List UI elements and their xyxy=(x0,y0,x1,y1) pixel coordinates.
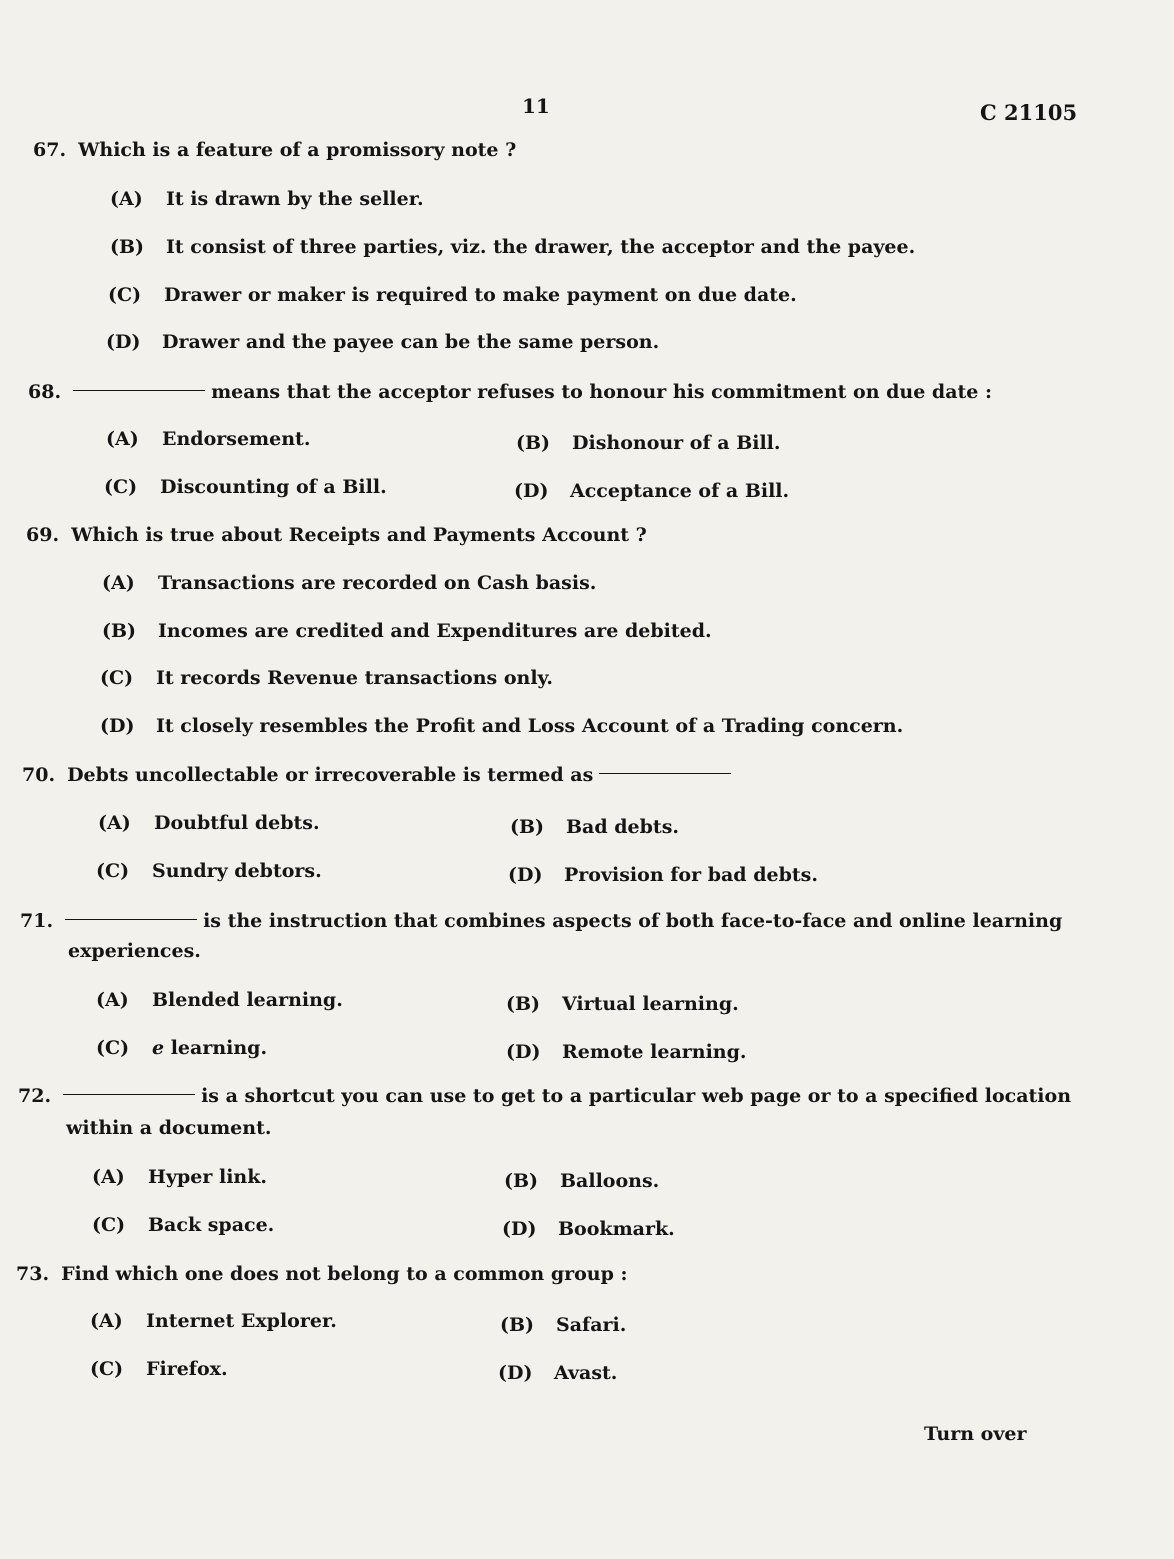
question-number: 68. xyxy=(28,381,62,403)
question-number: 70. xyxy=(22,764,56,786)
option-text: It consist of three parties, viz. the drawer, the acceptor and the payee. xyxy=(166,236,916,258)
question-stem xyxy=(26,524,647,546)
option-text: Blended learning. xyxy=(152,989,343,1011)
option-b xyxy=(510,816,679,838)
option-text: Safari. xyxy=(556,1314,627,1336)
option-letter: (C) xyxy=(100,667,134,689)
option-letter: (D) xyxy=(498,1362,533,1384)
question-stem xyxy=(20,910,1062,932)
option-letter: (B) xyxy=(510,816,545,838)
option-letter: (A) xyxy=(98,812,131,834)
option-d xyxy=(502,1218,675,1240)
option-b xyxy=(506,993,739,1015)
question-text: Debts uncollectable or irrecoverable is termed as xyxy=(67,764,594,786)
option-letter: (D) xyxy=(106,331,141,353)
question-text: is the instruction that combines aspects of both face-to-face and online learning xyxy=(203,910,1063,932)
option-d xyxy=(508,864,818,886)
option-text: Acceptance of a Bill. xyxy=(570,480,790,502)
option-letter: (D) xyxy=(508,864,543,886)
option-letter: (A) xyxy=(106,428,139,450)
option-d xyxy=(506,1041,747,1063)
question-stem xyxy=(16,1263,628,1285)
option-a xyxy=(98,812,320,834)
option-letter: (C) xyxy=(104,476,138,498)
question-number: 71. xyxy=(20,910,54,932)
question-text: means that the acceptor refuses to honour his commitment on due date : xyxy=(211,381,993,403)
option-text: Virtual learning. xyxy=(562,993,739,1015)
option-text: Firefox. xyxy=(146,1358,228,1380)
option-letter: (C) xyxy=(92,1214,126,1236)
option-b xyxy=(500,1314,626,1336)
option-letter: (A) xyxy=(110,188,143,210)
option-b xyxy=(102,620,712,642)
option-text: Incomes are credited and Expenditures are debited. xyxy=(158,620,712,642)
option-letter: (B) xyxy=(500,1314,535,1336)
question-number: 72. xyxy=(18,1085,52,1107)
question-stem xyxy=(18,1085,1071,1107)
option-text: Internet Explorer. xyxy=(146,1310,337,1332)
option-letter: (C) xyxy=(96,860,130,882)
option-c xyxy=(96,1037,267,1059)
option-letter: (D) xyxy=(502,1218,537,1240)
page-number: 11 xyxy=(522,94,550,118)
option-text: Avast. xyxy=(554,1362,618,1384)
option-d xyxy=(498,1362,617,1384)
option-text: Balloons. xyxy=(560,1170,660,1192)
answer-blank xyxy=(65,919,197,920)
question-text-continued: within a document. xyxy=(66,1117,272,1139)
option-a xyxy=(90,1310,337,1332)
question-number: 73. xyxy=(16,1263,50,1285)
option-text: learning. xyxy=(164,1037,268,1059)
option-d xyxy=(514,480,789,502)
option-text: Bad debts. xyxy=(566,816,680,838)
option-text: Drawer and the payee can be the same person. xyxy=(162,331,660,353)
question-stem xyxy=(22,764,731,786)
option-c xyxy=(96,860,322,882)
option-d xyxy=(106,331,659,353)
option-text: It closely resembles the Profit and Loss Account of a Trading concern. xyxy=(156,715,904,737)
option-text: Dishonour of a Bill. xyxy=(572,432,781,454)
option-b xyxy=(110,236,915,258)
option-letter: (B) xyxy=(516,432,551,454)
option-text: Remote learning. xyxy=(562,1041,747,1063)
option-letter: (B) xyxy=(506,993,541,1015)
option-b xyxy=(504,1170,659,1192)
option-a xyxy=(96,989,343,1011)
turn-over-label: Turn over xyxy=(924,1423,1027,1445)
option-letter: (A) xyxy=(92,1166,125,1188)
question-text-continued: experiences. xyxy=(68,940,201,962)
option-text: Doubtful debts. xyxy=(154,812,320,834)
option-a xyxy=(106,428,310,450)
option-letter: (C) xyxy=(90,1358,124,1380)
option-c xyxy=(108,284,797,306)
option-text: It is drawn by the seller. xyxy=(166,188,424,210)
question-text: is a shortcut you can use to get to a particular web page or to a specified location xyxy=(201,1085,1072,1107)
option-text: It records Revenue transactions only. xyxy=(156,667,554,689)
option-text-italic: e xyxy=(152,1037,165,1059)
option-letter: (A) xyxy=(96,989,129,1011)
option-text: Transactions are recorded on Cash basis. xyxy=(158,572,597,594)
option-text: Back space. xyxy=(148,1214,275,1236)
option-letter: (A) xyxy=(90,1310,123,1332)
option-letter: (B) xyxy=(110,236,145,258)
option-text: Bookmark. xyxy=(558,1218,675,1240)
option-letter: (A) xyxy=(102,572,135,594)
option-letter: (B) xyxy=(504,1170,539,1192)
option-text: Endorsement. xyxy=(162,428,311,450)
question-number: 67. xyxy=(33,139,67,161)
question-text: Find which one does not belong to a common group : xyxy=(61,1263,628,1285)
option-d xyxy=(100,715,903,737)
option-c xyxy=(100,667,553,689)
option-text: Discounting of a Bill. xyxy=(160,476,387,498)
paper-code: C 21105 xyxy=(980,100,1078,125)
option-c xyxy=(92,1214,274,1236)
option-letter: (D) xyxy=(514,480,549,502)
question-text: Which is true about Receipts and Payments Account ? xyxy=(71,524,647,546)
option-letter: (C) xyxy=(108,284,142,306)
option-a xyxy=(102,572,596,594)
question-stem xyxy=(33,139,516,161)
option-b xyxy=(516,432,781,454)
option-text: Sundry debtors. xyxy=(152,860,322,882)
option-c xyxy=(90,1358,228,1380)
option-letter: (B) xyxy=(102,620,137,642)
question-stem xyxy=(28,381,992,403)
answer-blank xyxy=(63,1094,195,1095)
option-c xyxy=(104,476,387,498)
option-a xyxy=(92,1166,267,1188)
option-a xyxy=(110,188,424,210)
option-letter: (D) xyxy=(506,1041,541,1063)
question-number: 69. xyxy=(26,524,60,546)
answer-blank xyxy=(599,773,731,774)
answer-blank xyxy=(73,390,205,391)
option-text: Hyper link. xyxy=(148,1166,268,1188)
question-text: Which is a feature of a promissory note ? xyxy=(78,139,517,161)
option-text: Provision for bad debts. xyxy=(564,864,818,886)
option-text: Drawer or maker is required to make payment on due date. xyxy=(164,284,797,306)
option-letter: (C) xyxy=(96,1037,130,1059)
option-letter: (D) xyxy=(100,715,135,737)
